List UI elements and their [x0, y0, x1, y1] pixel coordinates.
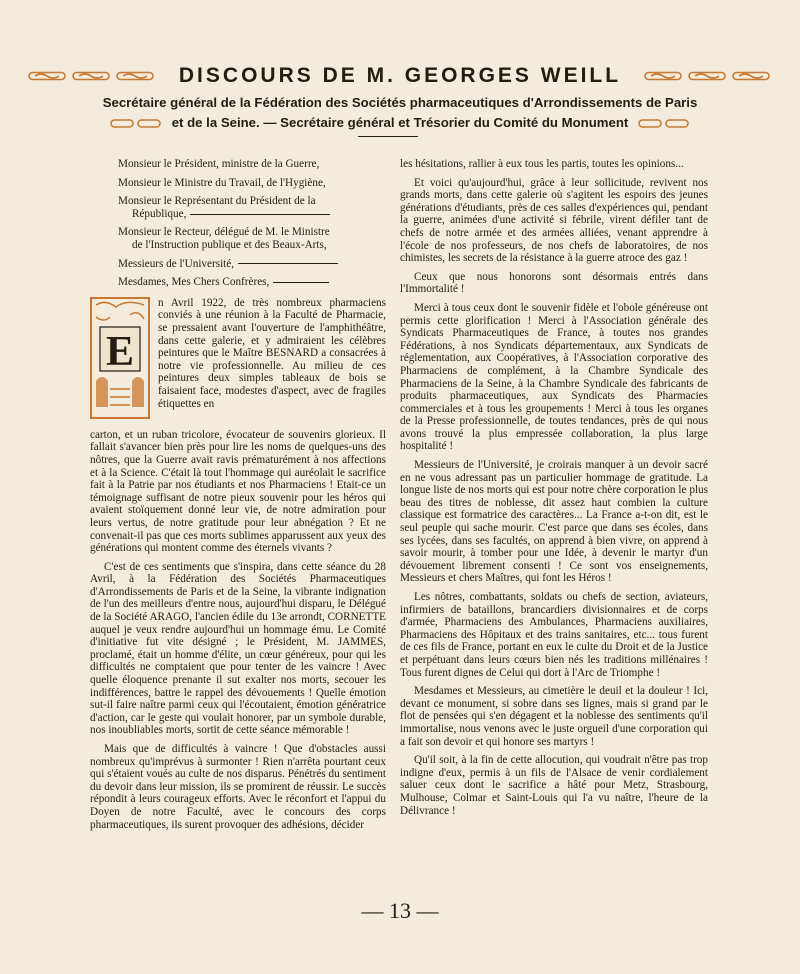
salutation-3 [90, 195, 386, 220]
paragraph-right-2: Ceux que nous honorons sont désormais entrés dans l'Immortalité ! [400, 270, 708, 296]
paragraph-right-4: Messieurs de l'Université, je croirais manquer à un devoir sacré en ne vous adressant pas un particulier hommage de gratitude. La longue liste de nos morts qui est pour notre chère corporation le plus beau des titres de noblesse, dit assez haut combien la culture classique est formatrice des caractères... La France a-t-on dit, est le seul peuple qui sache mourir. C'est parce que dans ses écoles, dans ses lycées, dans ses facultés, on apprend à bien vivre, on apprend à savoir mourir, à tomber pour une Idée, à devenir le martyr d'un dévouement librement consenti ! Ce sont vos enseignements, Messieurs et chers Maîtres, qui font les Héros ! [400, 459, 708, 585]
left-ornament-icon [27, 71, 157, 81]
dropcap-letter: E [105, 328, 135, 375]
title-divider [358, 136, 418, 137]
subtitle-line-2: et de la Seine. — Secrétaire général et Trésorier du Comité du Monument [171, 115, 629, 130]
ornate-initial-icon [90, 297, 150, 419]
salutation-rule [190, 214, 330, 215]
paragraph-right-1: Et voici qu'aujourd'hui, grâce à leur sollicitude, revivent nos grands morts, dans cette galerie où s'agitent les espoirs des jeunes générations d'étudiants, près de ces salles d'expériences qui, pendant la guerre, animées d'une activité si fébrile, virent défiler tant de chefs de notre armée et des armées alliées, venant apprendre à l'école de nos professeurs, de nos chefs de laboratoires, de nos chimistes, les secrets de la résistance à la guerre atroce des gaz ! [400, 176, 708, 265]
salutation-1: Monsieur le Président, ministre de la Guerre, [118, 158, 320, 170]
salutation-5-text: Messieurs de l'Université, [118, 257, 235, 270]
paragraph-left-1: carton, et un ruban tricolore, évocateur de souvenirs glorieux. Il fallait s'avancer bien près pour lire les noms de quelques-uns des nôtres, que la Guerre avait ravis prématurément à nos affections et à la Science. C'était là tout l'hommage qui auréolait le sacrifice fait à la Patrie par nos étudiants et nos Pharmaciens ! Etait-ce un témoignage suffisant de notre pieux souvenir pour les héros qui avaient stoïquement donné leur vie, de notre admiration pour leurs vertus, de notre gratitude pour leur abnégation ? Et ne convenait-il pas que ces morts sublimes apparussent aux yeux des générations qui montent comme des éternels vivants ? [90, 428, 386, 555]
page-number: — 13 — [361, 898, 439, 923]
opening-paragraph: n Avril 1922, de très nombreux pharmaciens conviés à une réunion à la Faculté de Pharmacie, se pressaient avant l'ouverture de l'amphithéâtre, dans cette galerie, et y admiraient les célèbres peintures que le Maître BESNARD a consacrées à notre vie professionnelle. Au milieu de ces peintures deux simples tableaux de bois se faisaient face, modestes d'aspect, avec de fragiles étiquettes en [158, 296, 386, 410]
paragraph-right-3: Merci à tous ceux dont le souvenir fidèle et l'obole généreuse ont permis cette glorification ! Merci à l'Association générale des Syndicats Pharmaceutiques de France, à toutes nos grandes Fédérations, à nos Syndicats départementaux, aux Syndicats de réglementation, aux Coopératives, à l'Association corporative des Pharmaciens de complément, à la Chambre Syndicale des Pharmaciens de la Seine, à la Chambre Syndicale des fabricants de produits pharmaceutiques, aux Syndicats des Pharmacies commerciales et à tous les groupements ! Merci à tous les organes de la Presse professionnelle, de toutes tendances, près de qui nous avons trouvé la plus empressée collaboration, la plus large hospitalité ! [400, 301, 708, 453]
paragraph-right-7: Qu'il soit, à la fin de cette allocution, qui voudrait n'être pas trop indigne d'eux, permis à un fils de l'Alsace de venir cordialement saluer ceux dont le sacrifice a hâté pour Metz, Strasbourg, Mulhouse, Colmar et Saint-Louis qui l'a vu naître, l'heure de la Délivrance ! [400, 754, 708, 817]
paragraph-right-6: Mesdames et Messieurs, au cimetière le deuil et la douleur ! Ici, devant ce monument, si sobre dans ses lignes, mais si grand par le flot de pensées qui s'en dégagent et la noblesse des sentiments qu'il immortalise, nous venons avec le juste orgueil d'une corporation qui a fait son devoir et qui honore ses martyrs ! [400, 685, 708, 748]
salutation-rule [273, 282, 329, 283]
salutation-4-text: Monsieur le Recteur, délégué de M. le Ministre [118, 226, 330, 239]
salutation-6 [90, 276, 386, 289]
paragraph-left-3: Mais que de difficultés à vaincre ! Que d'obstacles aussi nombreux qu'imprévus à surmonter ! Rien n'arrêta pourtant ceux qui s'étaient voués au culte de nos disparus. Pénétrés du sentiment du devoir dans leur mission, ils se promirent de réussir. Le succès répondit à leurs courageux efforts. Avec le réconfort et l'appui du Doyen de notre Faculté, avec le concours des corps pharmaceutiques, ils surent provoquer des adhésions, décider [90, 743, 386, 831]
salutation-4 [90, 226, 386, 251]
subtitle [0, 93, 800, 133]
salutation-3-cont [104, 208, 386, 221]
right-ornament-icon [643, 71, 773, 81]
subtitle-line-2-row [0, 113, 800, 133]
salutation-3-cont-text: République, [132, 207, 187, 220]
salutation-rule [238, 263, 338, 264]
page-title: DISCOURS DE M. GEORGES WEILL [178, 64, 622, 87]
salutation-3-text: Monsieur le Représentant du Président de la [118, 195, 316, 208]
right-column [400, 158, 708, 823]
paragraph-left-2: C'est de ces sentiments que s'inspira, dans cette séance du 28 Avril, à la Fédération des Sociétés Pharmaceutiques d'Arrondissements de Paris et de la Seine, la vibrante indignation de l'un des meilleurs d'entre nous, aujourd'hui disparu, le Délégué de la Société ARAGO, l'ancien édile du 13e arrondt, CORNETTE auquel je veux rendre aujourd'hui un hommage ému. Le Comité d'initiative fut vite désigné ; le Président, M. JAMMES, proclamé, était un homme d'élite, un cœur généreux, pour qui les difficultés ne comptaient que pour tenter de les vaincre ! Avec quelle éloquence prenante il sut exalter nos morts, secouer les indifférences, battre le rappel des dévouements ! Quelle émotion sut-il faire naître parmi ceux qui l'écoutaient, émotion génératrice d'action, car le geste qui voulait honorer, par un symbole durable, nos inoubliables morts, sortit de cette séance mémorable ! [90, 560, 386, 737]
left-small-ornament-icon [110, 119, 162, 128]
subtitle-line-1: Secrétaire général de la Fédération des Sociétés pharmaceutiques d'Arrondissements de Paris [102, 95, 698, 110]
right-small-ornament-icon [638, 119, 690, 128]
left-column [90, 158, 386, 837]
salutation-2: Monsieur le Ministre du Travail, de l'Hygiène, [118, 176, 326, 189]
dropcap-block [90, 297, 386, 435]
paragraph-right-0: les hésitations, rallier à eux tous les partis, toutes les opinions... [400, 158, 684, 170]
header-title-row [0, 64, 800, 88]
salutation-4-cont: de l'Instruction publique et des Beaux-Arts, [132, 238, 327, 251]
salutation-6-text: Mesdames, Mes Chers Confrères, [118, 276, 270, 289]
paragraph-right-5: Les nôtres, combattants, soldats ou chefs de section, aviateurs, infirmiers de bataillons, brancardiers divisionnaires et de corps d'armée, Pharmaciens des Ambulances, Pharmaciens auxiliaires, Pharmaciens des Hôpitaux et des trains sanitaires, etc... tous furent de ces fils de France, portant en eux le culte du Droit et de la Justice et perpétuant dans leurs cœurs bien nés les traditions millénaires ! Tous furent dignes de Celui qui dort à l'Arc de Triomphe ! [400, 591, 708, 679]
salutation-5 [90, 258, 386, 271]
